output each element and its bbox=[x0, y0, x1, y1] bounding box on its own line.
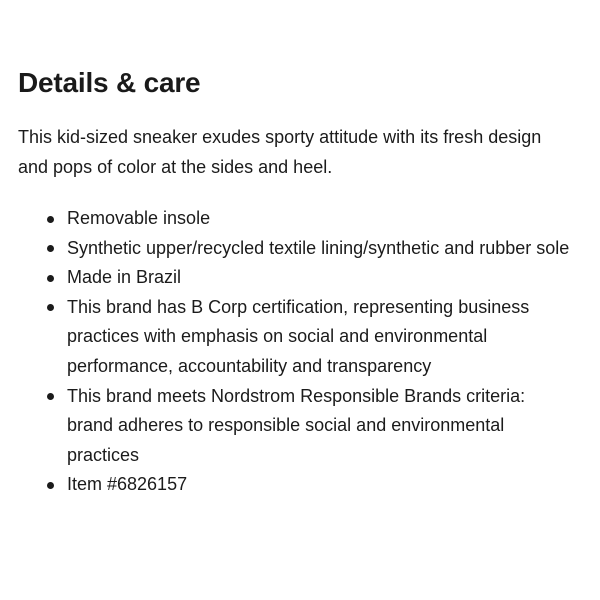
list-item bbox=[18, 293, 576, 382]
list-item-text: Made in Brazil bbox=[67, 267, 182, 288]
details-list bbox=[18, 204, 576, 500]
bullet-icon bbox=[47, 393, 54, 400]
list-item-text: This brand has B Corp certification, representing business practices with emphasis on social and environmental performance, accountability and transparency bbox=[67, 296, 530, 376]
list-item bbox=[18, 263, 576, 293]
list-item bbox=[18, 470, 576, 500]
bullet-icon bbox=[47, 245, 54, 252]
bullet-icon bbox=[47, 482, 54, 489]
list-item-text: This brand meets Nordstrom Responsible Brands criteria: brand adheres to responsible social and environmental practices bbox=[67, 385, 526, 465]
list-item bbox=[18, 234, 576, 264]
list-item-text: Synthetic upper/recycled textile lining/synthetic and rubber sole bbox=[67, 237, 570, 258]
list-item bbox=[18, 382, 576, 471]
bullet-icon bbox=[47, 275, 54, 282]
section-title: Details & care bbox=[18, 67, 201, 98]
item-number: Item #6826157 bbox=[67, 474, 188, 495]
bullet-icon bbox=[47, 216, 54, 223]
list-item bbox=[18, 204, 576, 234]
bullet-icon bbox=[47, 304, 54, 311]
list-item-text: Removable insole bbox=[67, 208, 211, 228]
product-description: This kid-sized sneaker exudes sporty attitude with its fresh design and pops of color at the sides and heel. bbox=[18, 127, 542, 177]
